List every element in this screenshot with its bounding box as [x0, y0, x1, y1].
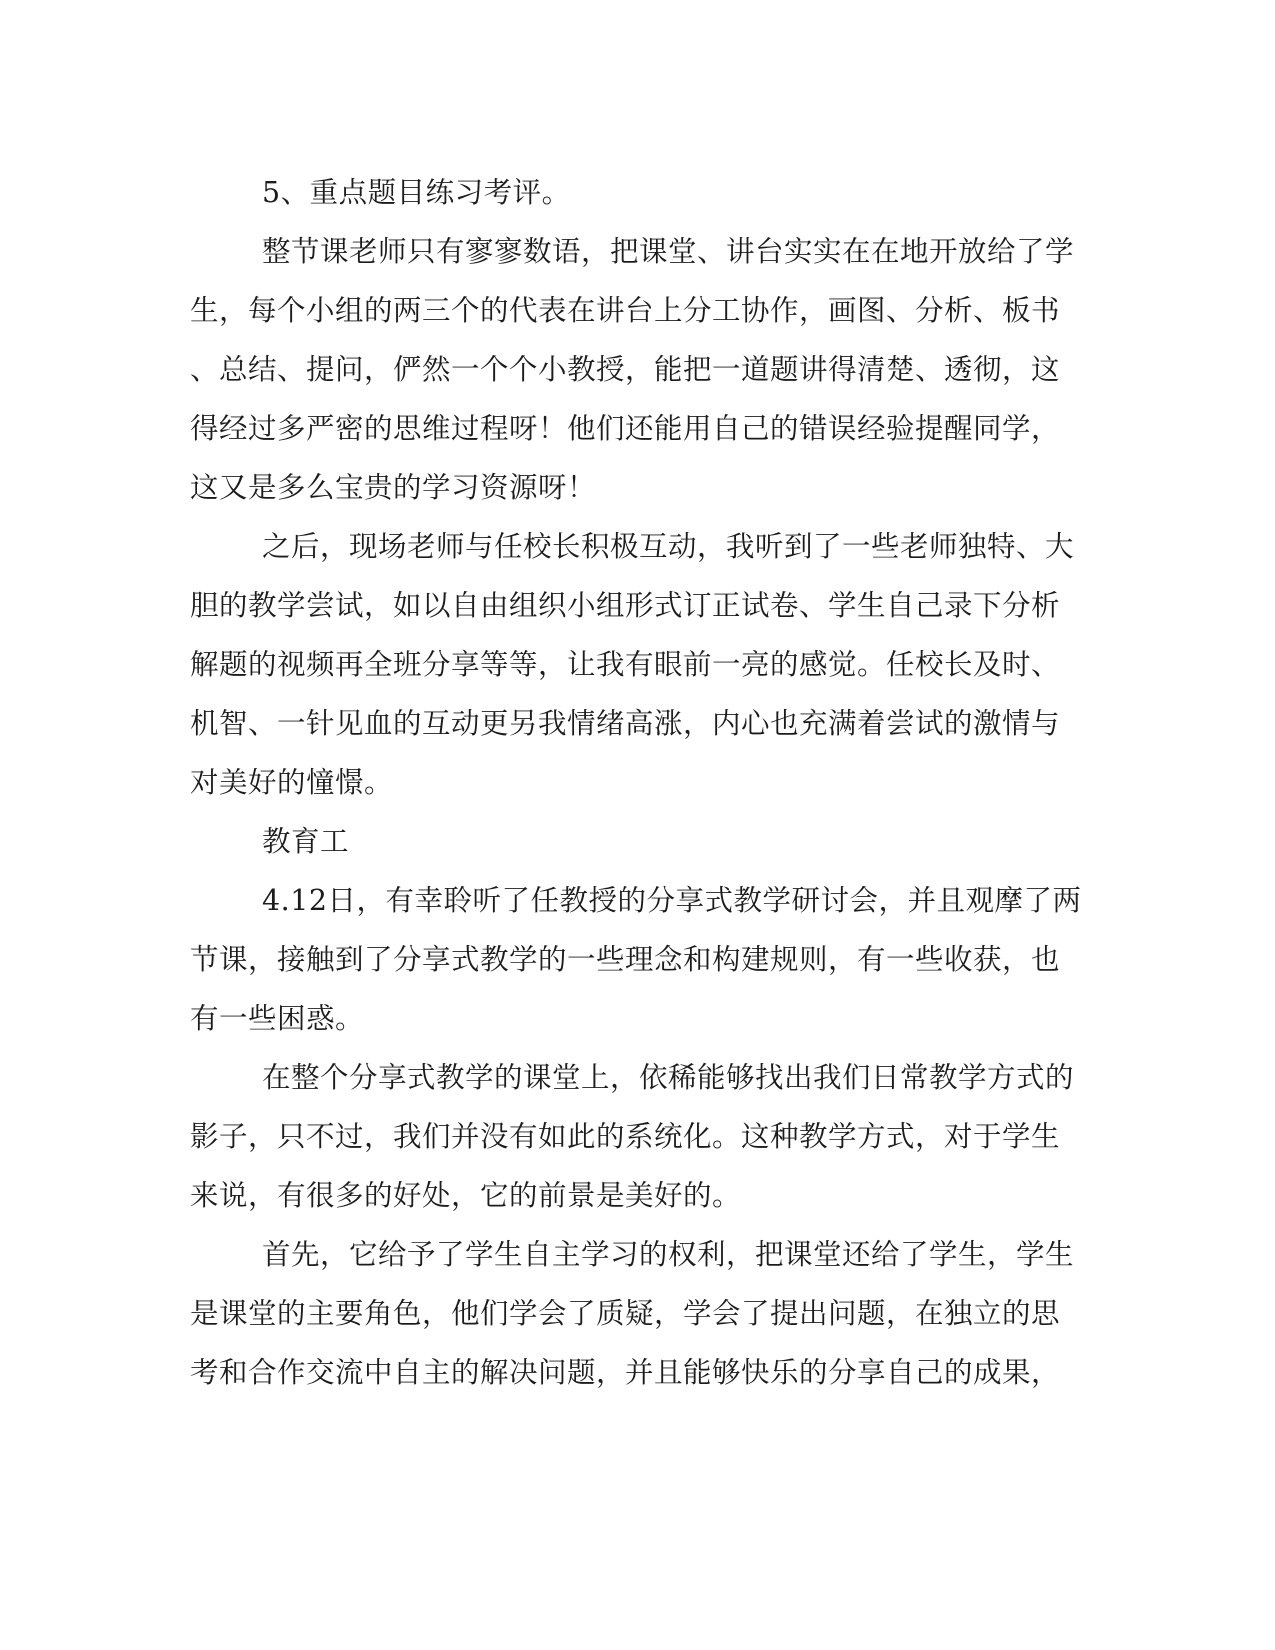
text-line: 生，每个小组的两三个的代表在讲台上分工协作，画图、分析、板书	[190, 294, 1061, 327]
text-line: 是课堂的主要角色，他们学会了质疑，学会了提出问题，在独立的思	[190, 1297, 1061, 1330]
section-heading: 教育工	[262, 825, 350, 858]
document-body	[190, 163, 1090, 1402]
text-line: 之后，现场老师与任校长积极互动，我听到了一些老师独特、大	[262, 530, 1075, 563]
text-line: 对美好的憧憬。	[190, 766, 394, 799]
text-line: 5、重点题目练习考评。	[262, 176, 571, 209]
text-line: 影子，只不过，我们并没有如此的系统化。这种教学方式，对于学生	[190, 1120, 1061, 1153]
text-line: 首先，它给予了学生自主学习的权利，把课堂还给了学生，学生	[262, 1238, 1075, 1271]
text-line: 节课，接触到了分享式教学的一些理念和构建规则，有一些收获，也	[190, 943, 1061, 976]
text-line: 胆的教学尝试，如以自由组织小组形式订正试卷、学生自己录下分析	[190, 589, 1061, 622]
text-line: 、总结、提问，俨然一个个小教授，能把一道题讲得清楚、透彻，这	[190, 353, 1061, 386]
text-line: 得经过多严密的思维过程呀！他们还能用自己的错误经验提醒同学，	[190, 412, 1061, 445]
text-line: 考和合作交流中自主的解决问题，并且能够快乐的分享自己的成果，	[190, 1356, 1061, 1389]
text-line: 整节课老师只有寥寥数语，把课堂、讲台实实在在地开放给了学	[262, 235, 1075, 268]
text-line: 机智、一针见血的互动更另我情绪高涨，内心也充满着尝试的激情与	[190, 707, 1061, 740]
text-line: 来说，有很多的好处，它的前景是美好的。	[190, 1179, 742, 1212]
text-line: 有一些困惑。	[190, 1002, 365, 1035]
text-line: 在整个分享式教学的课堂上，依稀能够找出我们日常教学方式的	[262, 1061, 1075, 1094]
text-line: 这又是多么宝贵的学习资源呀！	[190, 471, 597, 504]
text-line: 解题的视频再全班分享等等，让我有眼前一亮的感觉。任校长及时、	[190, 648, 1061, 681]
text-line: 4.12日，有幸聆听了任教授的分享式教学研讨会，并且观摩了两	[262, 884, 1082, 917]
